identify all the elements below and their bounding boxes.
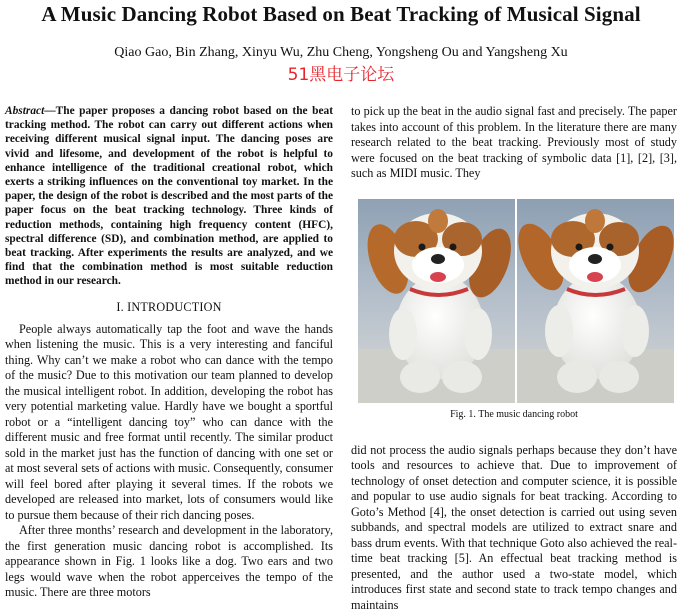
intro-paragraph-1: People always automatically tap the foot and wave the hands when listening the music. This is a very interesting and fanciful thing. Why can’t we make a robot who can dance with the tempo of the music? Due to this motivation our team planned to develop the musical intelligent robot. In addition, developing the robot has very potential marketing value. Hardly have we bought a sportful robot or a “intelligent dancing toy” who can dance with the different music and free format until recently. The similar product sold in the market just has the function of dancing with one set or at most several sets of actions with music. Consequently, consumer will feel bored after playing it several times. If the robots we developed are released into market, lots of consumers would like to pursue them because of their rich dancing poses. (5, 322, 333, 524)
watermark-text: 51黑电子论坛 (0, 64, 682, 86)
abstract (5, 104, 333, 289)
left-column (5, 104, 333, 601)
robot-dog-illustration (517, 199, 674, 403)
right-paragraph-top: to pick up the beat in the audio signal fast and precisely. The paper takes into account of this problem. In the literature there are many research related to the beat tracking. Previously most of study were focused on the beat tracking of symbolic data [1], [2], [3], such as MIDI music. They (351, 104, 677, 182)
paper-title: A Music Dancing Robot Based on Beat Tracking of Musical Signal (0, 2, 682, 26)
robot-photo-right (517, 199, 674, 403)
abstract-text: —The paper proposes a dancing robot based on the beat tracking method. The robot can carry out different actions when receiving different musical signal input. The dancing poses are vivid and lifesome, and development of the robot is helpful to enhance intelligence of the traditional creational robot, which exerts a striking influences on the conventional toy market. In the paper, the design of the robot is described and the most parts of the paper focus on the beat tracking technology. Three kinds of reduction methods, containing high frequency content (HFC), spectral difference (SD), and combination method, are applied to beat tracking. After experiments the results are analyzed, and we find that the combination method is most suitable reduction method in our research. (5, 105, 333, 287)
figure-caption: Fig. 1. The music dancing robot (351, 409, 677, 421)
intro-paragraph-2: After three months’ research and development in the laboratory, the first generation music dancing robot is accomplished. Its appearance shown in Fig. 1 looks like a dog. Two ears and two legs would wave when the robot apperceives the tempo of the music. There are three motors (5, 523, 333, 601)
figure-1 (351, 199, 677, 403)
robot-photo-left (358, 199, 515, 403)
section-heading: I. INTRODUCTION (5, 300, 333, 315)
right-column (351, 104, 677, 613)
abstract-label: Abstract (5, 105, 44, 117)
author-list: Qiao Gao, Bin Zhang, Xinyu Wu, Zhu Cheng, Yongsheng Ou and Yangsheng Xu (0, 45, 682, 61)
right-paragraph-bottom: did not process the audio signals perhaps because they don’t have tools and resources to achieve that. Due to improvement of technology of onset detection and computer science, it is possible and popular to use audio signals for beat tracking. According to Goto’s Method [4], the onset detection is carried out using seven subbands, and spectral models are utilized to extract snare and bass drum events. With that technique Goto also achieved the real-time beat tracking [5]. An effectual beat tracking method is presented, and the author used a two-state model, which introduces first state and second state to track tempo changes and maintains (351, 443, 677, 613)
robot-dog-illustration (358, 199, 515, 403)
